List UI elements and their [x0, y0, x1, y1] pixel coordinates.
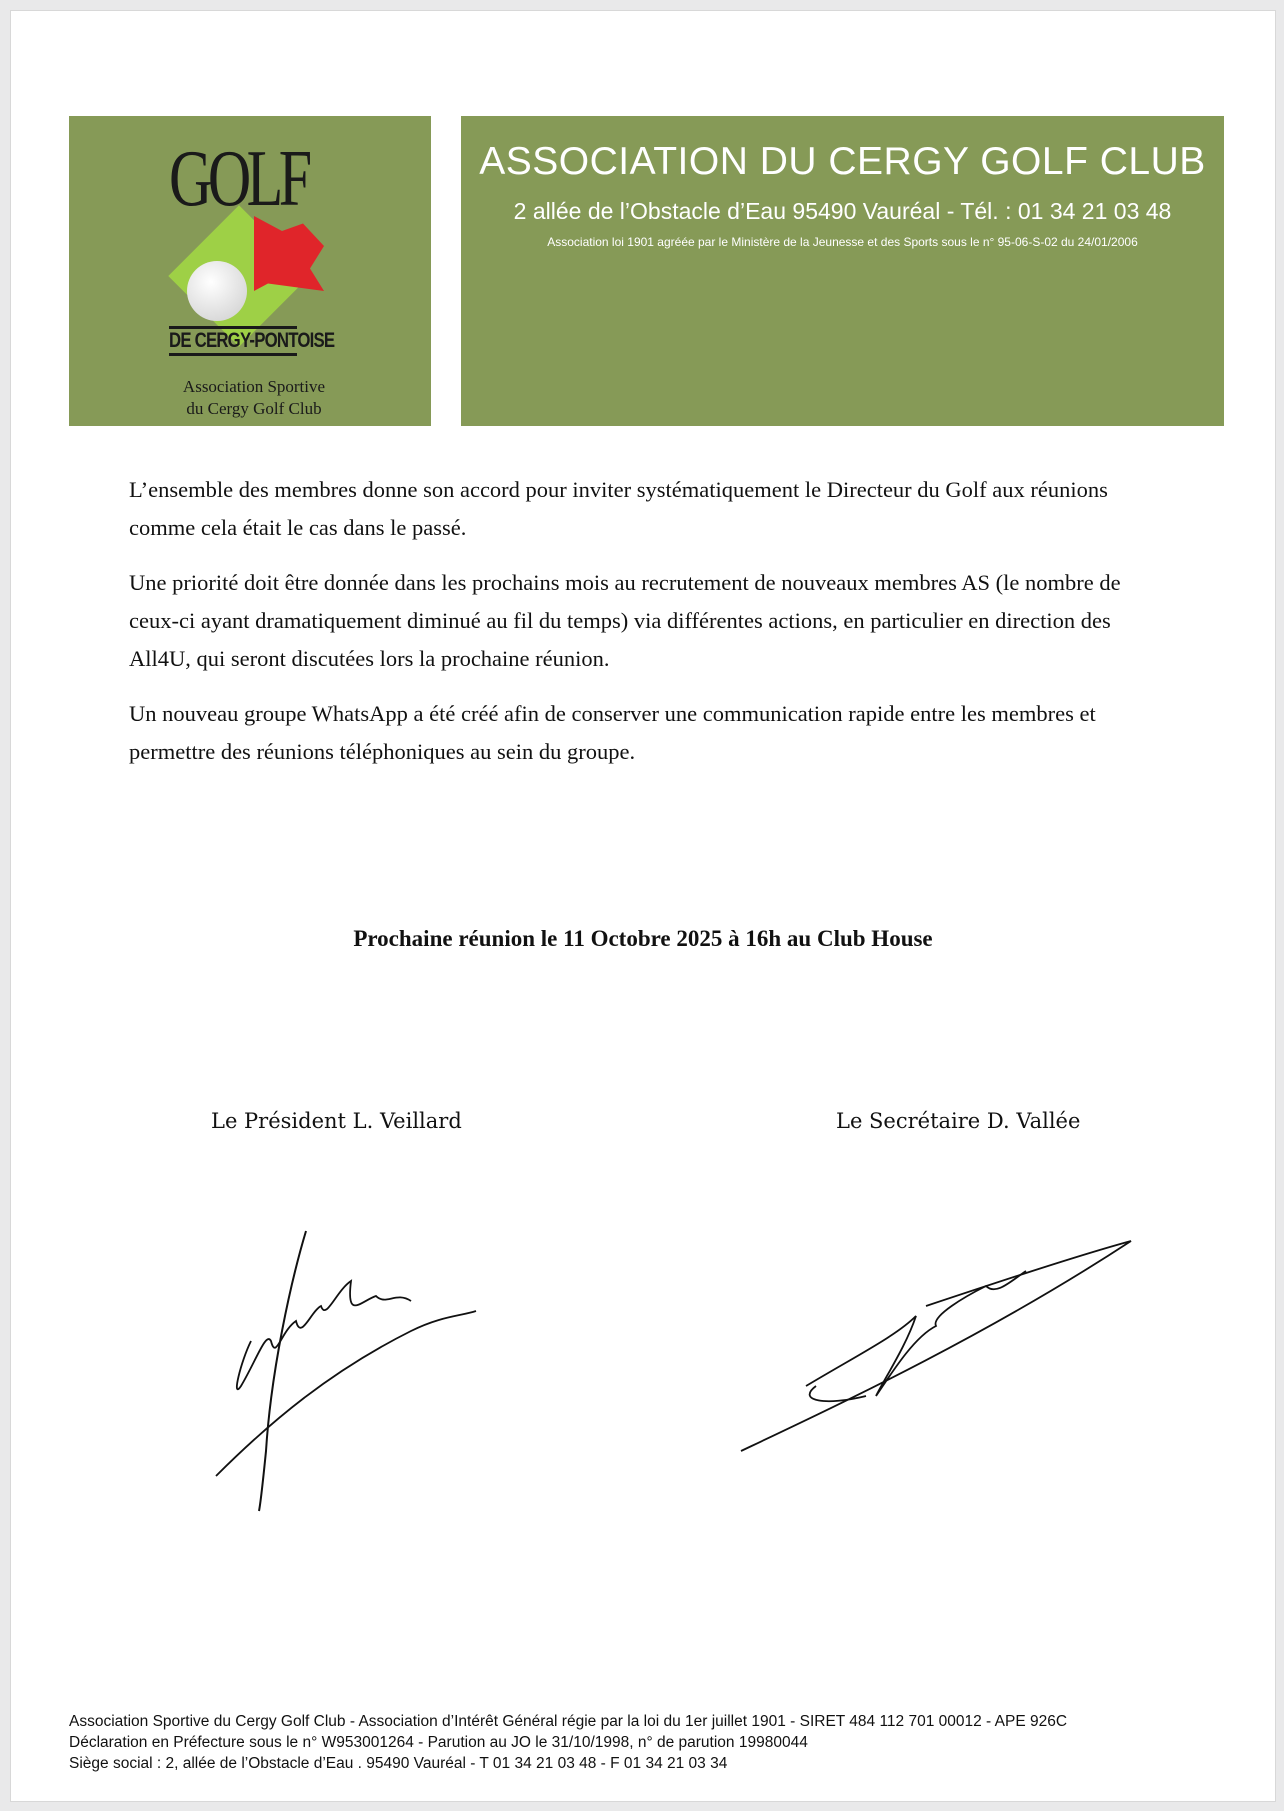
paragraph: L’ensemble des membres donne son accord pour inviter systématiquement le Directeur du Golf aux réunions comme cela était le cas dans le passé. [129, 477, 1108, 540]
logo-association-line1: Association Sportive [182, 377, 326, 396]
flag-icon [254, 216, 324, 291]
secretary-signature [736, 1226, 1136, 1466]
logo-association-line2: du Cergy Golf Club [186, 399, 322, 418]
paragraph: Un nouveau groupe WhatsApp a été créé afin de conserver une communication rapide entre les membres et permettre des réunions téléphoniques au sein du groupe. [129, 701, 1096, 764]
header-banner [461, 116, 1224, 426]
document-page [10, 10, 1276, 1802]
secretary-label: Le Secrétaire D. Vallée [836, 1109, 1081, 1133]
president-label: Le Président L. Veillard [211, 1109, 462, 1133]
next-meeting: Prochaine réunion le 11 Octobre 2025 à 16h au Club House [353, 926, 933, 951]
president-signature [211, 1221, 491, 1521]
footer-line2: Déclaration en Préfecture sous le n° W953001264 - Parution au JO le 31/10/1998, n° de parution 19980044 [69, 1734, 808, 1751]
paragraph: Une priorité doit être donnée dans les prochains mois au recrutement de nouveaux membres AS (le nombre de ceux-ci ayant dramatiquement diminué au fil du temps) via différentes actions, en particulier en direction des All4U, qui seront discutées lors la prochaine réunion. [129, 570, 1121, 671]
footer [69, 1711, 1067, 1774]
golf-ball-icon [187, 261, 247, 321]
banner-agreement: Association loi 1901 agréée par le Ministère de la Jeunesse et des Sports sous le n° 95-06-S-02 du 24/01/2006 [547, 235, 1138, 249]
golf-logo [69, 116, 431, 426]
banner-title: ASSOCIATION DU CERGY GOLF CLUB [479, 140, 1206, 183]
footer-line3: Siège social : 2, allée de l’Obstacle d’Eau . 95490 Vauréal - T 01 34 21 03 48 - F 01 34 21 03 34 [69, 1755, 728, 1772]
banner-address: 2 allée de l’Obstacle d’Eau 95490 Vauréal - Tél. : 01 34 21 03 48 [513, 198, 1172, 224]
logo-subtitle: DE CERGY-PONTOISE [169, 326, 297, 356]
footer-line1: Association Sportive du Cergy Golf Club - Association d’Intérêt Général régie par la loi du 1er juillet 1901 - SIRET 484 112 701 00012 - APE 926C [69, 1713, 1068, 1730]
logo-association [164, 376, 344, 420]
logo-golf-text: GOLF [169, 135, 308, 223]
document-body [129, 471, 1169, 788]
